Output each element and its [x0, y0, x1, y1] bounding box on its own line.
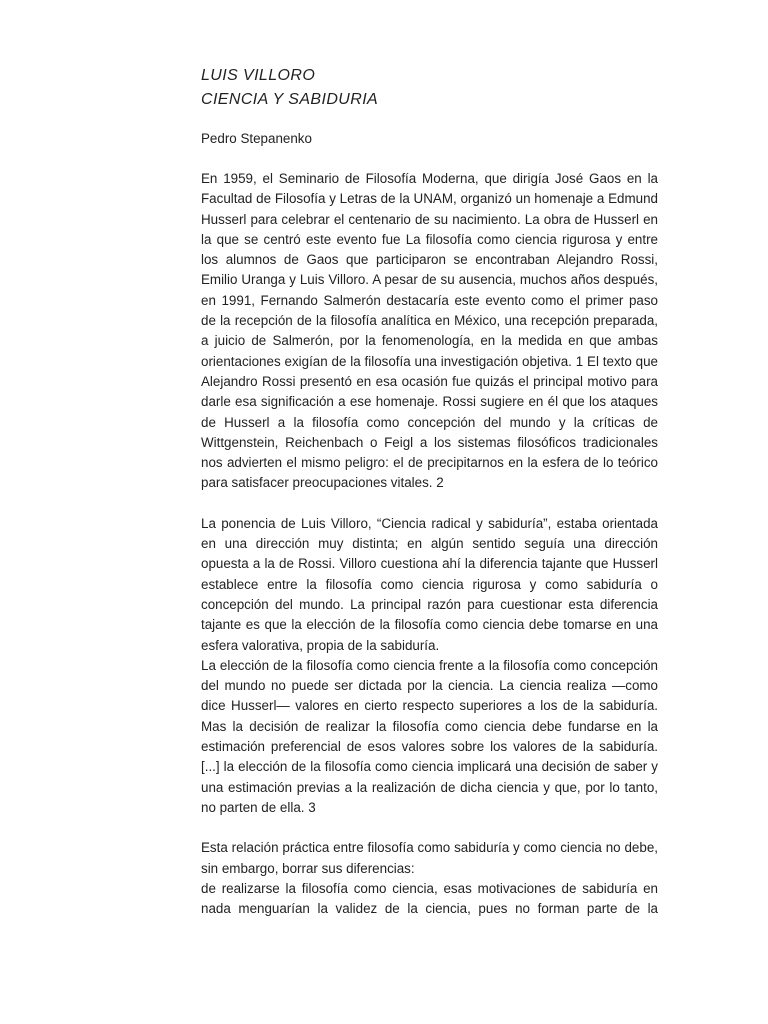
- block-quote: de realizarse la filosofía como ciencia, esas motivaciones de sabiduría en nada menguarían la validez de la ciencia, pues no forman parte de la: [201, 880, 658, 917]
- paragraph: En 1959, el Seminario de Filosofía Moderna, que dirigía José Gaos en la Facultad de Filosofía y Letras de la UNAM, organizó un homenaje a Edmund Husserl para celebrar el centenario de su nacimiento. La obra de Husserl en la que se centró este evento fue La filosofía como ciencia rigurosa y entre los alumnos de Gaos que participaron se encontraban Alejandro Rossi, Emilio Uranga y Luis Villoro. A pesar de su ausencia, muchos años después, en 1991, Fernando Salmerón destacaría este evento como el primer paso de la recepción de la filosofía analítica en México, una recepción preparada, a juicio de Salmerón, por la fenomenología, en la medida en que ambas orientaciones exigían de la filosofía una investigación objetiva. 1 El texto que Alejandro Rossi presentó en esa ocasión fue quizás el principal motivo para darle esa significación a ese homenaje. Rossi sugiere en él que los ataques de Husserl a la filosofía como concepción del mundo y la críticas de Wittgenstein, Reichenbach o Feigl a los sistemas filosóficos tradicionales nos advierten el mismo peligro: el de precipitarnos en la esfera de lo teórico para satisfacer preocupaciones vitales. 2: [201, 171, 658, 491]
- document-subtitle: CIENCIA Y SABIDURIA: [201, 91, 379, 108]
- document-page: [201, 64, 658, 919]
- document-title: LUIS VILLORO: [201, 67, 316, 84]
- paragraph: Esta relación práctica entre filosofía como sabiduría y como ciencia no debe, sin embargo, borrar sus diferencias:: [201, 840, 658, 876]
- paragraph: La ponencia de Luis Villoro, “Ciencia radical y sabiduría”, estaba orientada en una dirección muy distinta; en algún sentido seguía una dirección opuesta a la de Rossi. Villoro cuestiona ahí la diferencia tajante que Husserl establece entre la filosofía como ciencia rigurosa y como sabiduría o concepción del mundo. La principal razón para cuestionar esta diferencia tajante es que la elección de la filosofía como ciencia debe tomarse en una esfera valorativa, propia de la sabiduría.: [201, 515, 658, 653]
- block-quote: La elección de la filosofía como ciencia frente a la filosofía como concepción del mundo no puede ser dictada por la ciencia. La ciencia realiza —como dice Husserl— valores en cierto respecto superiores a los de la sabiduría. Mas la decisión de realizar la filosofía como ciencia debe fundarse en la estimación preferencial de esos valores sobre los valores de la sabiduría. [...] la elección de la filosofía como ciencia implicará una decisión de saber y una estimación previas a la realización de dicha ciencia y que, por lo tanto, no parten de ella. 3: [201, 657, 658, 815]
- author-name: Pedro Stepanenko: [201, 131, 312, 146]
